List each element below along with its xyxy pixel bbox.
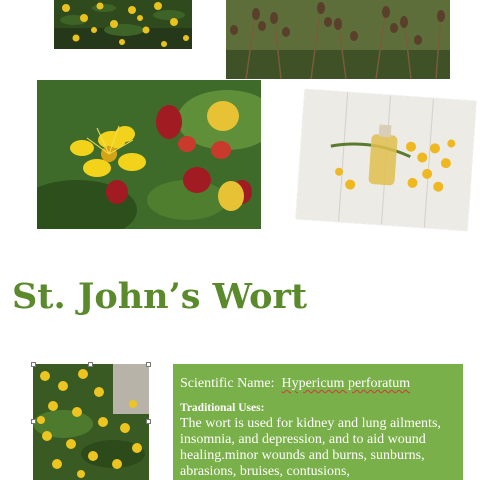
resize-handle-top-right[interactable] <box>146 362 151 367</box>
resize-handle-top[interactable] <box>88 362 93 367</box>
selected-flowers-photo[interactable] <box>33 364 149 480</box>
dried-seed-heads-photo[interactable] <box>226 0 450 79</box>
resize-handle-left[interactable] <box>31 419 36 424</box>
info-text-box[interactable] <box>173 364 463 480</box>
scientific-name-value: Hypericum perforatum <box>281 376 411 391</box>
traditional-uses-text: The wort is used for kidney and lung ailments, insomnia, and depression, and to aid wound healing.minor wounds and burns, sunburns, abrasions, bruises, contusions, <box>180 416 441 479</box>
oil-bottle-and-flowers-photo[interactable] <box>296 89 477 231</box>
resize-handle-top-left[interactable] <box>31 362 36 367</box>
scientific-name-line <box>180 375 457 393</box>
page-title: St. John’s Wort <box>12 276 308 317</box>
resize-handle-right[interactable] <box>146 419 151 424</box>
flower-and-berries-photo[interactable] <box>37 80 261 229</box>
yellow-flowers-field-photo[interactable] <box>54 0 192 49</box>
traditional-uses-label: Traditional Uses: <box>180 402 265 414</box>
scientific-name-label: Scientific Name: <box>180 376 275 391</box>
